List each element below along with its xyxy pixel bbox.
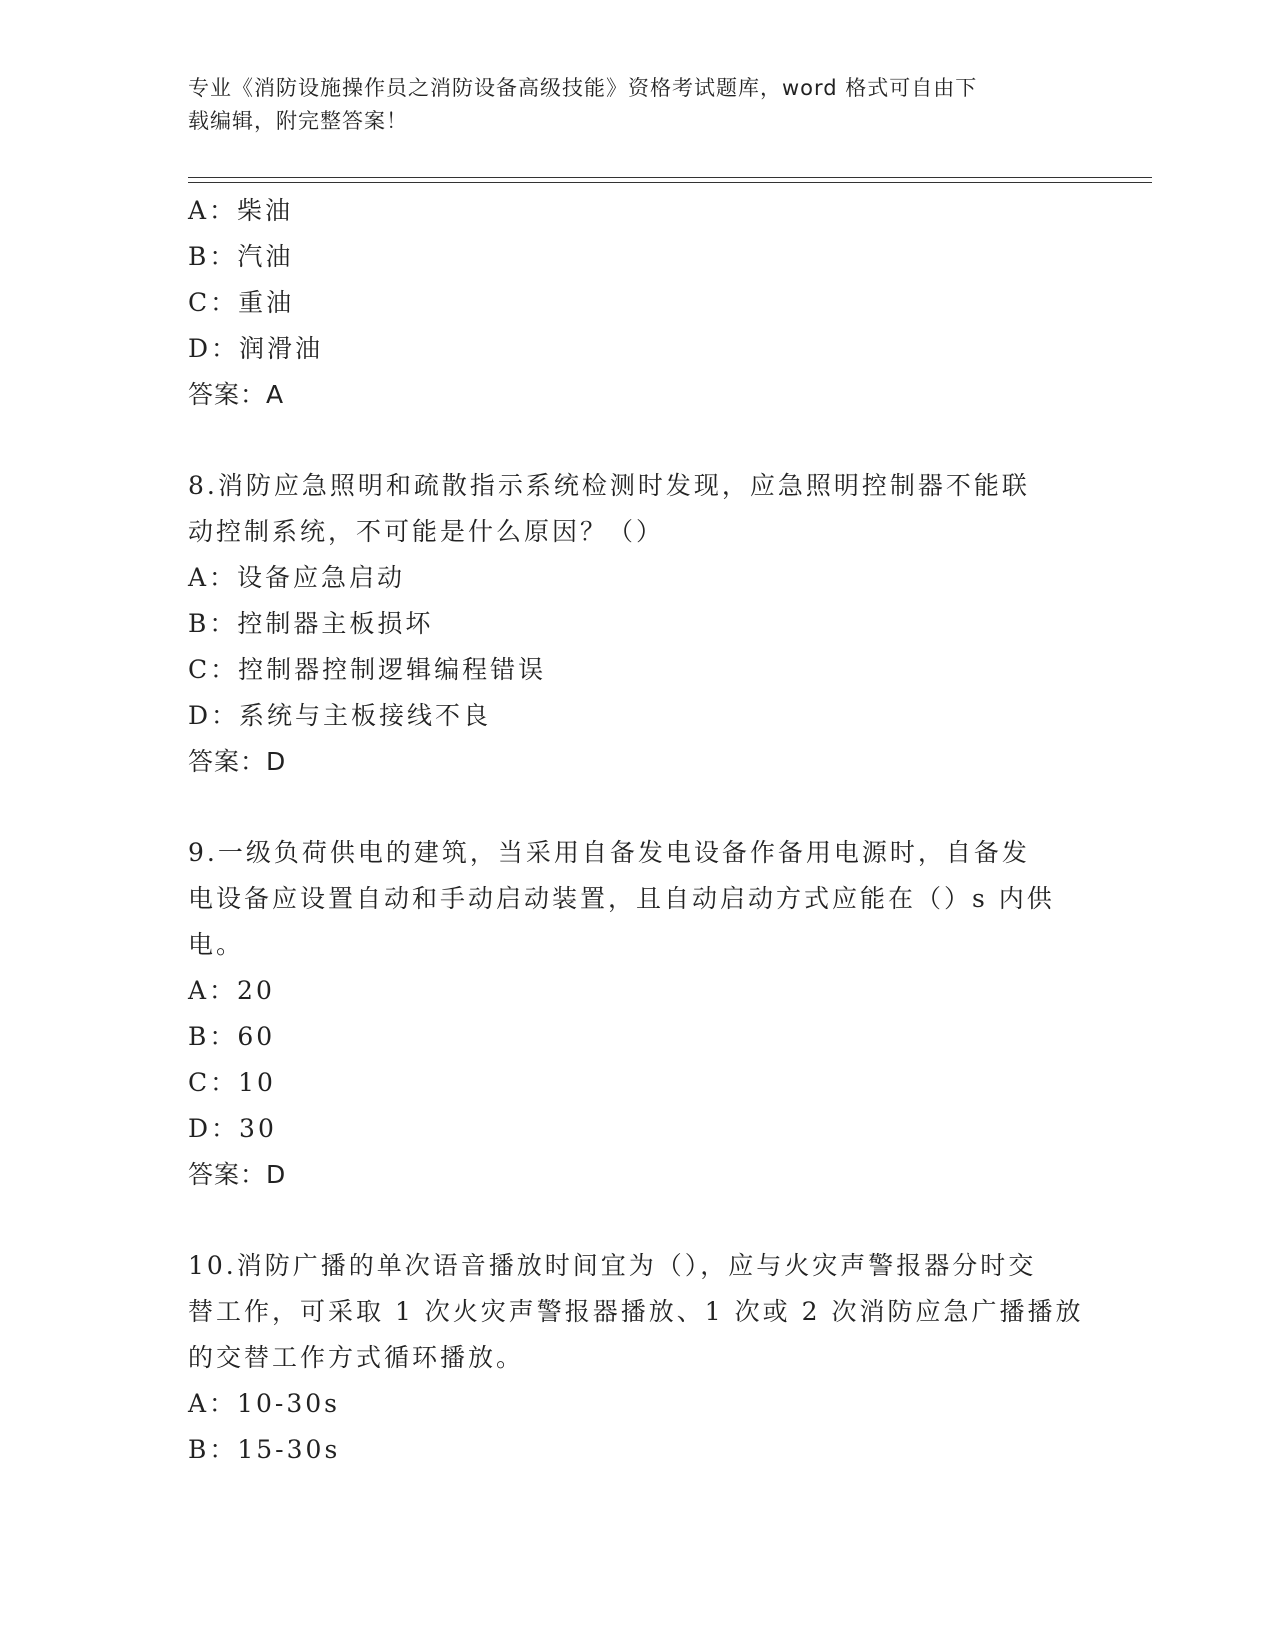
- option-a: A：设备应急启动: [188, 563, 406, 592]
- option-c: C：重油: [188, 288, 295, 317]
- header-divider-bottom: [188, 182, 1152, 183]
- question-text-line: 电设备应设置自动和手动启动装置，且自动启动方式应能在（）s 内供: [188, 884, 1055, 913]
- option-d: D：润滑油: [188, 334, 324, 363]
- document-header: [188, 72, 1088, 138]
- question-text: [188, 463, 1088, 555]
- option-a: A：柴油: [188, 196, 294, 225]
- option-c: C：控制器控制逻辑编程错误: [188, 655, 547, 684]
- question-text-line: 动控制系统，不可能是什么原因？（）: [188, 517, 665, 546]
- question-text-line: 8.消防应急照明和疏散指示系统检测时发现，应急照明控制器不能联: [188, 471, 1030, 500]
- option-b: B：控制器主板损坏: [188, 609, 434, 638]
- answer: 答案：A: [188, 380, 285, 409]
- question-7: [188, 188, 1088, 418]
- question-text-line: 电。: [188, 930, 245, 959]
- option-b: B：15-30s: [188, 1435, 341, 1464]
- option-b: B：汽油: [188, 242, 294, 271]
- option-d: D：系统与主板接线不良: [188, 701, 492, 730]
- question-10: [188, 1243, 1088, 1473]
- header-line-2: 载编辑，附完整答案！: [188, 109, 408, 133]
- question-8: [188, 463, 1088, 785]
- question-text-line: 的交替工作方式循环播放。: [188, 1343, 525, 1372]
- option-b: B：60: [188, 1022, 276, 1051]
- question-text-line: 替工作，可采取 1 次火灾声警报器播放、1 次或 2 次消防应急广播播放: [188, 1297, 1084, 1326]
- question-text-line: 10.消防广播的单次语音播放时间宜为（），应与火灾声警报器分时交: [188, 1251, 1037, 1280]
- question-text: [188, 830, 1088, 968]
- option-a: A：20: [188, 976, 275, 1005]
- answer: 答案：D: [188, 1160, 287, 1189]
- option-a: A：10-30s: [188, 1389, 340, 1418]
- header-divider-top: [188, 177, 1152, 178]
- question-text: [188, 1243, 1088, 1381]
- question-text-line: 9.一级负荷供电的建筑，当采用自备发电设备作备用电源时，自备发: [188, 838, 1030, 867]
- header-line-1: 专业《消防设施操作员之消防设备高级技能》资格考试题库，word 格式可自由下: [188, 76, 978, 100]
- question-content: [188, 188, 1088, 1473]
- option-c: C：10: [188, 1068, 276, 1097]
- option-d: D：30: [188, 1114, 277, 1143]
- question-9: [188, 830, 1088, 1198]
- answer: 答案：D: [188, 747, 287, 776]
